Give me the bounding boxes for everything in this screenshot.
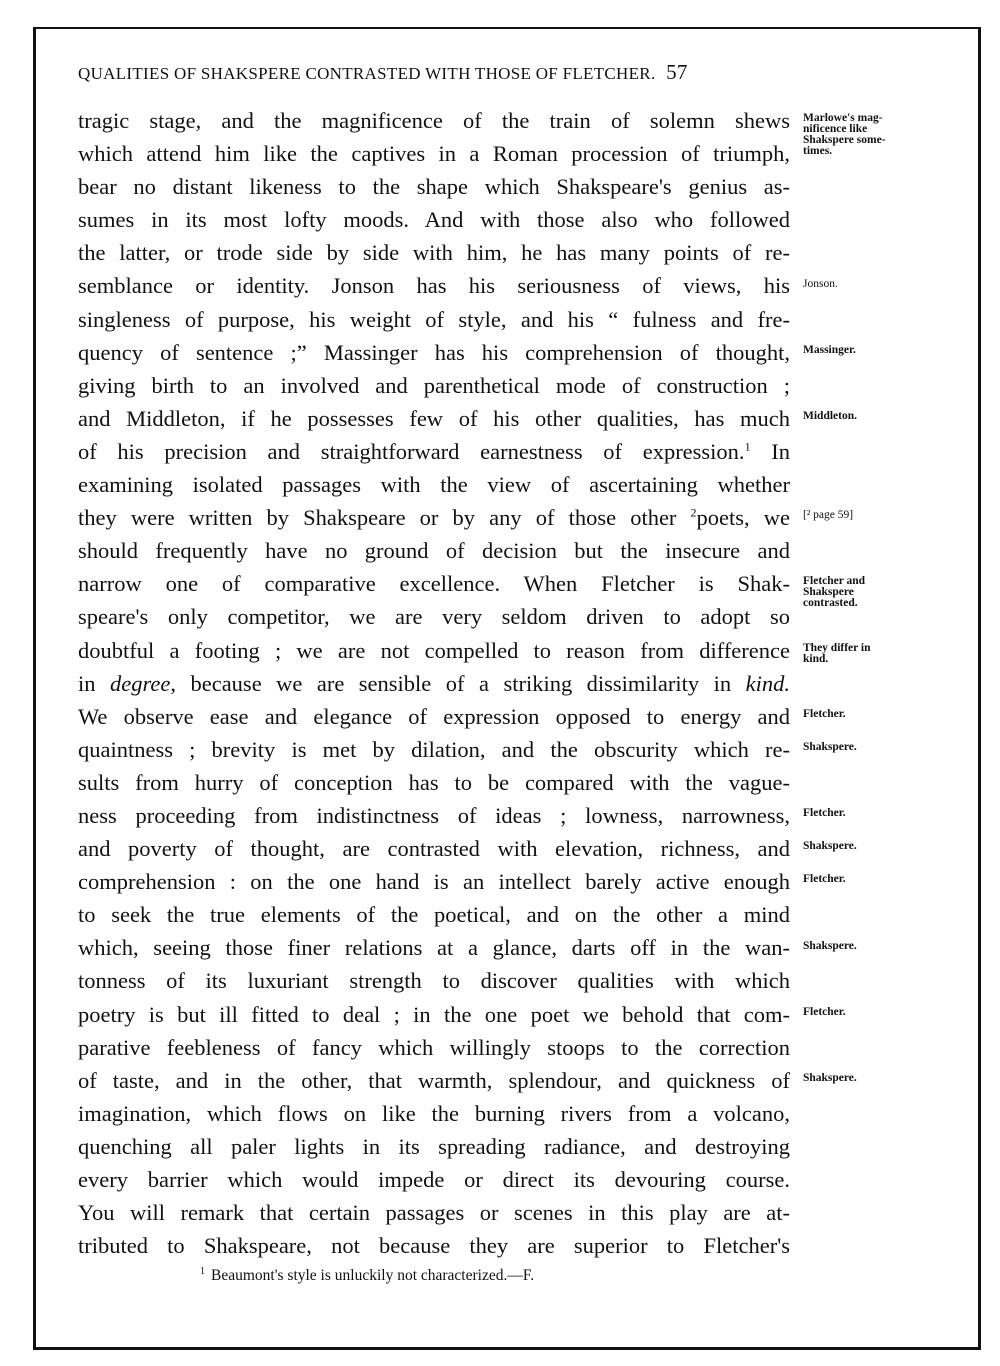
text-line: [78, 733, 790, 766]
text-segment: We observe ease and elegance of expression opposed to energy and: [78, 703, 790, 729]
text-segment: degree: [109, 670, 171, 696]
margin-note: Fletcher and Shakspere contrasted.: [803, 575, 866, 610]
text-line: [78, 832, 790, 865]
text-segment: singleness of purpose, his weight of style, and his “ fulness and fre-: [78, 306, 790, 332]
text-line: [78, 1130, 790, 1163]
margin-note: Fletcher.: [803, 707, 846, 720]
text-line: [78, 898, 790, 931]
text-segment: which attend him like the captives in a Roman procession of triumph,: [78, 141, 790, 167]
margin-note: Shakspere.: [803, 840, 857, 853]
text-segment: kind.: [745, 670, 790, 696]
text-segment: poets, we: [696, 505, 790, 531]
text-line: [78, 1196, 790, 1229]
text-segment: of his precision and straightforward earnestness of expression.: [78, 438, 745, 464]
text-line: [78, 600, 790, 633]
text-segment: quaintness ; brevity is met by dilation, and the obscurity which re-: [78, 736, 790, 762]
text-segment: and Middleton, if he possesses few of his other qualities, has much: [78, 405, 790, 431]
text-segment: the latter, or trode side by side with him, he has many points of re-: [78, 240, 790, 266]
text-segment: examining isolated passages with the view of ascertaining whether: [78, 472, 790, 498]
text-segment: narrow one of comparative excellence. When Fletcher is Shak-: [78, 571, 790, 597]
text-segment: tragic stage, and the magnificence of the train of solemn shews: [78, 108, 790, 133]
text-line: [78, 1229, 790, 1262]
text-line: [78, 137, 790, 170]
text-segment: tonness of its luxuriant strength to discover qualities with which: [78, 968, 790, 994]
text-line: [78, 1064, 790, 1097]
page-number: 57: [666, 60, 688, 84]
margin-note: They differ in kind.: [803, 641, 871, 665]
text-segment: sults from hurry of conception has to be compared with the vague-: [78, 769, 790, 795]
text-segment: bear no distant likeness to the shape which Shakspeare's genius as-: [78, 174, 790, 200]
text-line: [78, 799, 790, 832]
text-line: [78, 766, 790, 799]
text-line: [78, 369, 790, 402]
text-line: [78, 1031, 790, 1064]
text-segment: which, seeing those finer relations at a glance, darts off in the wan-: [78, 935, 790, 961]
text-line: [78, 667, 790, 700]
text-line: [78, 1163, 790, 1196]
text-line: [78, 336, 790, 369]
margin-note: Shakspere.: [803, 939, 857, 952]
text-segment: In: [750, 438, 790, 464]
text-line: [78, 203, 790, 236]
text-segment: they were written by Shakspeare or by any of those other: [78, 505, 691, 531]
text-segment: quency of sentence ;” Massinger has his comprehension of thought,: [78, 339, 790, 365]
text-line: [78, 468, 790, 501]
running-header: [78, 60, 688, 85]
text-line: [78, 303, 790, 336]
text-line: [78, 501, 790, 534]
text-segment: ness proceeding from indistinctness of ideas ; lowness, narrowness,: [78, 802, 790, 828]
text-segment: You will remark that certain passages or scenes in this play are at-: [78, 1200, 790, 1226]
text-line: [78, 236, 790, 269]
text-segment: doubtful a footing ; we are not compelled to reason from difference: [78, 637, 790, 663]
footnote-reference: 1: [744, 439, 751, 454]
text-line: [78, 534, 790, 567]
margin-note: Marlowe's mag- nificence like Shakspere some- times.: [803, 112, 886, 157]
text-line: [78, 634, 790, 667]
text-line: [78, 700, 790, 733]
footnote-reference: 2: [690, 505, 697, 520]
text-segment: should frequently have no ground of decision but the insecure and: [78, 538, 790, 564]
margin-note: [² page 59]: [803, 509, 854, 522]
text-segment: giving birth to an involved and parenthetical mode of construction ;: [78, 372, 790, 398]
footnote: [200, 1266, 534, 1285]
text-segment: speare's only competitor, we are very seldom driven to adopt so: [78, 604, 790, 630]
text-segment: and poverty of thought, are contrasted with elevation, richness, and: [78, 836, 790, 862]
footnote-marker: 1: [200, 1266, 205, 1277]
text-segment: semblance or identity. Jonson has his seriousness of views, his: [78, 273, 790, 299]
text-segment: quenching all paler lights in its spreading radiance, and destroying: [78, 1133, 790, 1159]
text-line: [78, 964, 790, 997]
margin-note: Jonson.: [803, 277, 838, 290]
text-line: [78, 931, 790, 964]
text-line: [78, 170, 790, 203]
margin-note: Middleton.: [803, 409, 857, 422]
text-line: [78, 865, 790, 898]
text-segment: every barrier which would impede or direct its devouring course.: [78, 1167, 790, 1192]
text-segment: tributed to Shakspeare, not because they are superior to Fletcher's: [78, 1233, 790, 1259]
text-segment: comprehension : on the one hand is an intellect barely active enough: [78, 869, 790, 895]
text-line: [78, 1097, 790, 1130]
text-segment: to seek the true elements of the poetical, and on the other a mind: [78, 902, 790, 928]
text-segment: in: [78, 670, 110, 696]
text-line: [78, 567, 790, 600]
margin-note: Shakspere.: [803, 1071, 857, 1084]
footnote-text: Beaumont's style is unluckily not characterized.—F.: [211, 1267, 535, 1285]
margin-note: Shakspere.: [803, 740, 857, 753]
body-text: [78, 104, 790, 1262]
text-line: [78, 998, 790, 1031]
margin-note: Fletcher.: [803, 1005, 846, 1018]
text-line: [78, 402, 790, 435]
text-segment: of taste, and in the other, that warmth, splendour, and quickness of: [78, 1067, 790, 1093]
text-line: [78, 269, 790, 302]
margin-note: Fletcher.: [803, 873, 846, 886]
margin-note: Massinger.: [803, 343, 856, 356]
text-segment: sumes in its most lofty moods. And with those also who followed: [78, 207, 790, 233]
text-segment: poetry is but ill fitted to deal ; in the one poet we behold that com-: [78, 1001, 790, 1027]
text-segment: imagination, which flows on like the burning rivers from a volcano,: [78, 1100, 790, 1126]
text-segment: , because we are sensible of a striking dissimilarity in: [170, 670, 746, 696]
margin-note: Fletcher.: [803, 807, 846, 820]
text-line: [78, 104, 790, 137]
text-segment: parative feebleness of fancy which willingly stoops to the correction: [78, 1034, 790, 1060]
header-title: QUALITIES OF SHAKSPERE CONTRASTED WITH THOSE OF FLETCHER.: [78, 64, 656, 83]
text-line: [78, 435, 790, 468]
